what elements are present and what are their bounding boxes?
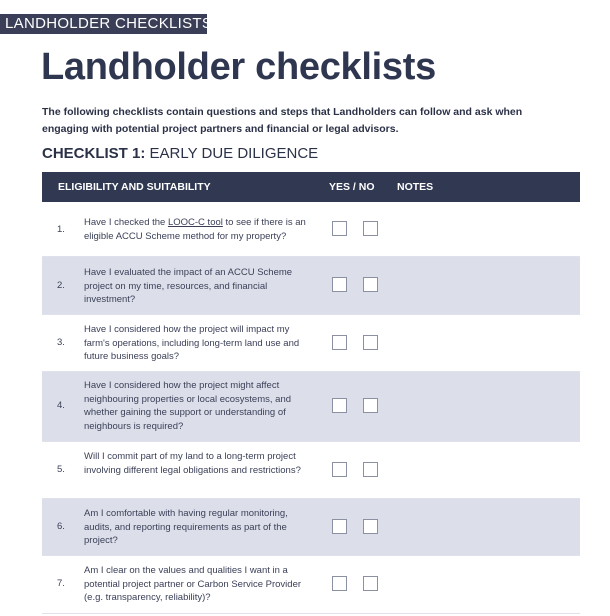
intro-paragraph: The following checklists contain questions and steps that Landholders can follow and ask when engaging with potential project partners and financial or legal advisors. — [42, 106, 523, 135]
row-number: 6. — [57, 521, 65, 532]
row-question: Am I clear on the values and qualities I want in a potential project partner or Carbon Service Provider (e.g. transparency, reliability)? — [84, 565, 302, 603]
looc-c-tool-link[interactable]: LOOC-C tool — [167, 217, 223, 228]
row-question: Have I considered how the project might affect neighbouring properties or local ecosystems, and whether gaining the support or understanding of neighbours is required? — [84, 380, 292, 432]
table-row — [42, 499, 580, 556]
no-checkbox[interactable] — [363, 462, 378, 477]
row-number: 5. — [57, 464, 65, 475]
no-checkbox[interactable] — [363, 277, 378, 292]
no-checkbox[interactable] — [363, 519, 378, 534]
row-number: 2. — [57, 280, 65, 291]
row-number: 4. — [57, 400, 65, 411]
checklist-title — [42, 145, 318, 162]
table-header — [42, 172, 580, 202]
no-checkbox[interactable] — [363, 576, 378, 591]
question-text-continued: to see if there is an eligible ACCU Scheme method for my property? — [84, 217, 306, 242]
yes-checkbox[interactable] — [332, 221, 347, 236]
row-question — [84, 216, 309, 243]
row-number: 1. — [57, 224, 65, 235]
yes-checkbox[interactable] — [332, 277, 347, 292]
no-checkbox[interactable] — [363, 398, 378, 413]
row-number: 7. — [57, 578, 65, 589]
table-row — [42, 556, 580, 614]
table-row — [42, 442, 580, 499]
header-notes: NOTES — [397, 181, 434, 193]
row-question: Have I considered how the project will impact my farm's operations, including long-term land use and future business goals? — [84, 324, 300, 362]
no-checkbox[interactable] — [363, 221, 378, 236]
row-number: 3. — [57, 337, 65, 348]
table-row — [42, 315, 580, 372]
checklist-table — [42, 172, 580, 614]
row-question: Have I evaluated the impact of an ACCU Scheme project on my time, resources, and financial investment? — [84, 267, 293, 305]
question-text: Have I checked the — [84, 217, 168, 228]
header-eligibility: ELIGIBILITY AND SUITABILITY — [58, 181, 211, 193]
page-title: Landholder checklists — [41, 46, 436, 88]
table-row — [42, 202, 580, 257]
table-row — [42, 372, 580, 442]
yes-checkbox[interactable] — [332, 398, 347, 413]
row-question: Will I commit part of my land to a long-term project involving different legal obligations and restrictions? — [84, 451, 301, 476]
header-yes-no: YES / NO — [329, 181, 375, 193]
yes-checkbox[interactable] — [332, 576, 347, 591]
yes-checkbox[interactable] — [332, 462, 347, 477]
no-checkbox[interactable] — [363, 335, 378, 350]
checklist-name: EARLY DUE DILIGENCE — [145, 145, 319, 162]
checklist-number: CHECKLIST 1: — [42, 145, 146, 162]
section-tag: LANDHOLDER CHECKLISTS — [0, 14, 207, 34]
row-question: Am I comfortable with having regular monitoring, audits, and reporting requirements as part of the project? — [84, 508, 288, 546]
table-row — [42, 257, 580, 315]
yes-checkbox[interactable] — [332, 335, 347, 350]
yes-checkbox[interactable] — [332, 519, 347, 534]
